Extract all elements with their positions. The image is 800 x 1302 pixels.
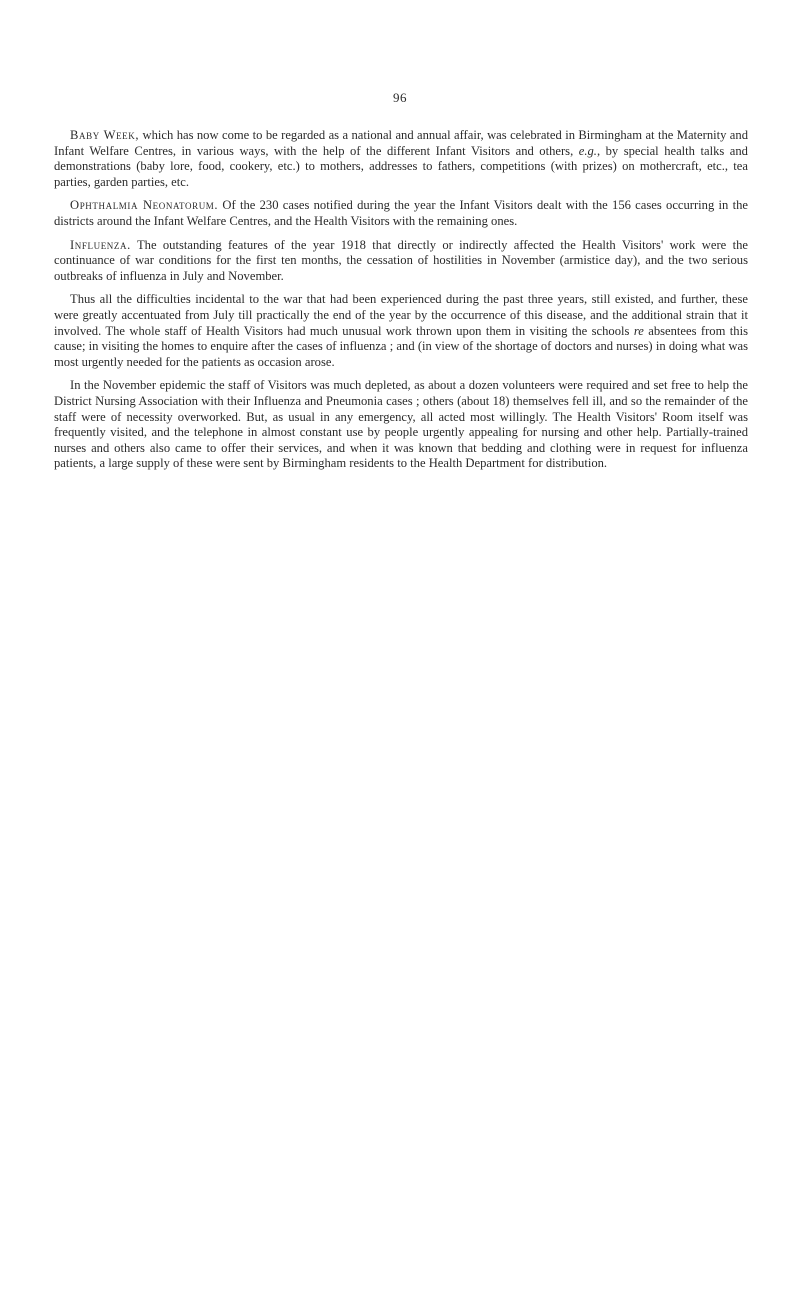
paragraph [54,292,748,370]
paragraph-heading: Ophthalmia Neonatorum. [70,198,219,213]
paragraph-heading: Baby Week, [70,128,140,142]
paragraph-text: Of the 230 cases notified during the year the Infant Visitors dealt with the 156 cases occurring in the districts around the Infant Welfare Centres, and the Health Visitors with the remaining ones. [54,198,748,228]
paragraph-text: which has now come to be regarded as a national and annual affair, was celebrated in Birmingham at the Maternity and Infant Welfare Centres, in various ways, with the help of the different Infant Visitors and others, [54,128,748,158]
paragraph [54,128,748,190]
paragraph [54,198,748,229]
paragraph-text: In the November epidemic the staff of Visitors was much depleted, as about a dozen volunteers were required and set free to help the District Nursing Association with their Influenza and Pneumonia cases ; others (about 18) themselves fell ill, and so the remainder of the staff were of necessity overworked. But, as usual in any emergency, all acted most willingly. The Health Visitors' Room itself was frequently visited, and the telephone in almost constant use by people urgently appealing for nursing and other help. Partially-trained nurses and others also came to offer their services, and when it was known that bedding and clothing were in request for influenza patients, a large supply of these were sent by Birmingham residents to the Health Department for distribution. [54,378,748,471]
paragraph [54,238,748,285]
paragraph-text: , by special health talks and demonstrations (baby lore, food, cookery, etc.) to mothers, addresses to fathers, competitions (with prizes) on mothercraft, etc., tea parties, garden parties, etc. [54,143,748,189]
page-number: 96 [393,90,407,105]
italic-text: re [633,323,644,338]
paragraph-text: absentees from this cause; in visiting the homes to enquire after the cases of influenza ; and (in view of the shortage of doctors and nurses) in doing what was most urgently needed for the patients as occasion arose. [54,323,748,369]
paragraph-text: Thus all the difficulties incidental to the war that had been experienced during the past three years, still existed, and further, these were greatly accentuated from July till practically the end of the year by the occurrence of this disease, and the additional strain that it involved. The whole staff of Health Visitors had much unusual work thrown upon them in visiting the schools [54,292,748,338]
body-text [54,128,748,480]
italic-text: e.g. [578,143,597,158]
paragraph-text: The outstanding features of the year 1918 that directly or indirectly affected the Health Visitors' work were the continuance of war conditions for the first ten months, the cessation of hostilities in November (armistice day), and the two serious outbreaks of influenza in July and November. [54,237,748,283]
paragraph [54,378,748,472]
paragraph-heading: Influenza. [70,237,131,252]
